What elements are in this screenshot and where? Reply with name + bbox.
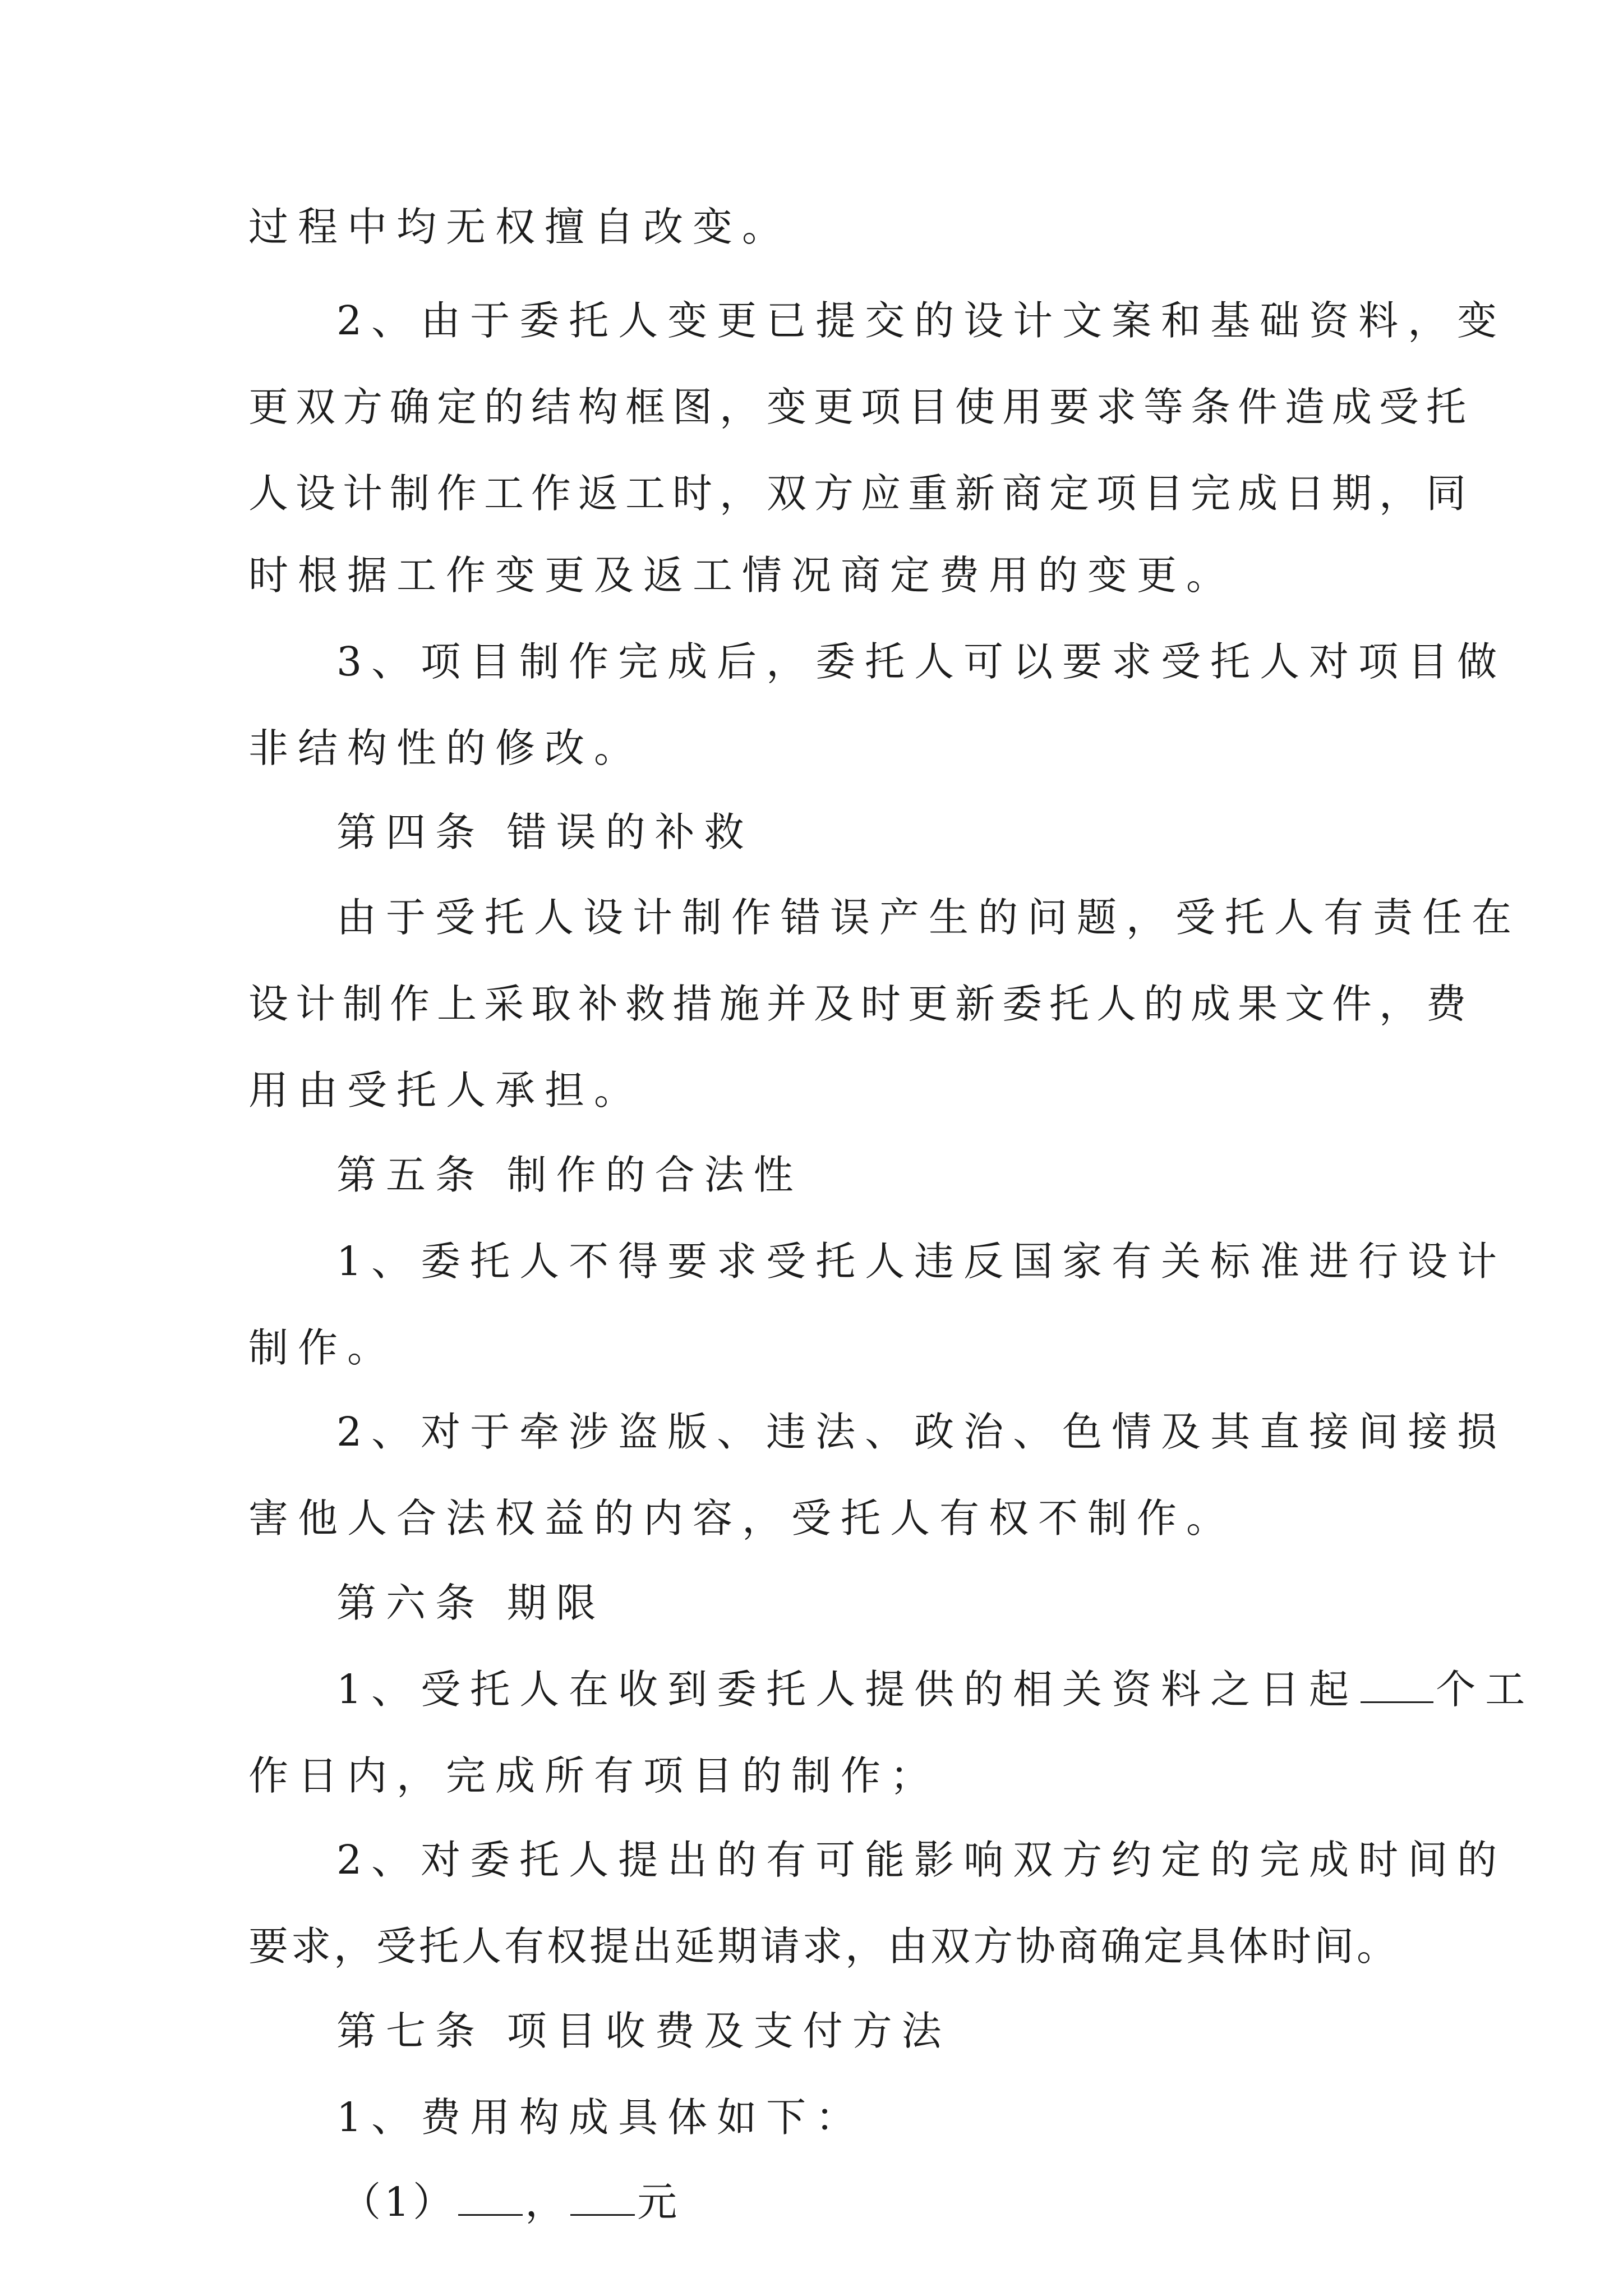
text-segment: 个工: [1436, 1666, 1535, 1713]
text-line: 1、费用构成具体如下：: [336, 2094, 865, 2141]
fill-in-blank[interactable]: [1361, 1667, 1433, 1703]
text-line: 制作。: [248, 1324, 397, 1371]
text-line: 人设计制作工作返工时，双方应重新商定项目完成日期，同: [248, 470, 1474, 517]
text-line: 更双方确定的结构框图，变更项目使用要求等条件造成受托: [248, 384, 1474, 430]
text-line: 3、项目制作完成后，委托人可以要求受托人对项目做: [336, 638, 1507, 685]
text-line: 时根据工作变更及返工情况商定费用的变更。: [248, 552, 1236, 599]
text-line: 2、对委托人提出的有可能影响双方约定的完成时间的: [336, 1837, 1507, 1883]
text-line: 1、委托人不得要求受托人违反国家有关标准进行设计: [336, 1238, 1507, 1285]
section-heading: 第五条 制作的合法性: [336, 1152, 803, 1198]
text-line: 非结构性的修改。: [248, 725, 644, 771]
text-line: 害他人合法权益的内容，受托人有权不制作。: [248, 1495, 1236, 1542]
text-line: 用由受托人承担。: [248, 1067, 644, 1114]
fill-in-blank[interactable]: [570, 2179, 635, 2216]
text-segment: ，: [525, 2179, 569, 2225]
text-line: 由于受托人设计制作错误产生的问题，受托人有责任在: [336, 894, 1521, 941]
text-line: 设计制作上采取补救措施并及时更新委托人的成果文件，费: [248, 981, 1474, 1027]
text-line: 作日内，完成所有项目的制作；: [248, 1752, 940, 1799]
text-segment: 元: [637, 2179, 681, 2225]
fill-in-blank[interactable]: [458, 2179, 523, 2216]
text-line: [341, 2174, 680, 2230]
section-heading: 第七条 项目收费及支付方法: [336, 2008, 951, 2054]
text-line: [336, 1662, 1534, 1718]
text-segment: （1）: [341, 2179, 457, 2225]
section-heading: 第四条 错误的补救: [336, 809, 754, 855]
text-line: 2、由于委托人变更已提交的设计文案和基础资料，变: [336, 297, 1507, 344]
text-line: 2、对于牵涉盗版、违法、政治、色情及其直接间接损: [336, 1409, 1507, 1455]
section-heading: 第六条 期限: [336, 1580, 606, 1626]
text-segment: 1、受托人在收到委托人提供的相关资料之日起: [336, 1666, 1359, 1713]
text-line: 要求，受托人有权提出延期请求，由双方协商确定具体时间。: [248, 1923, 1400, 1970]
text-line: 过程中均无权擅自改变。: [248, 204, 792, 250]
